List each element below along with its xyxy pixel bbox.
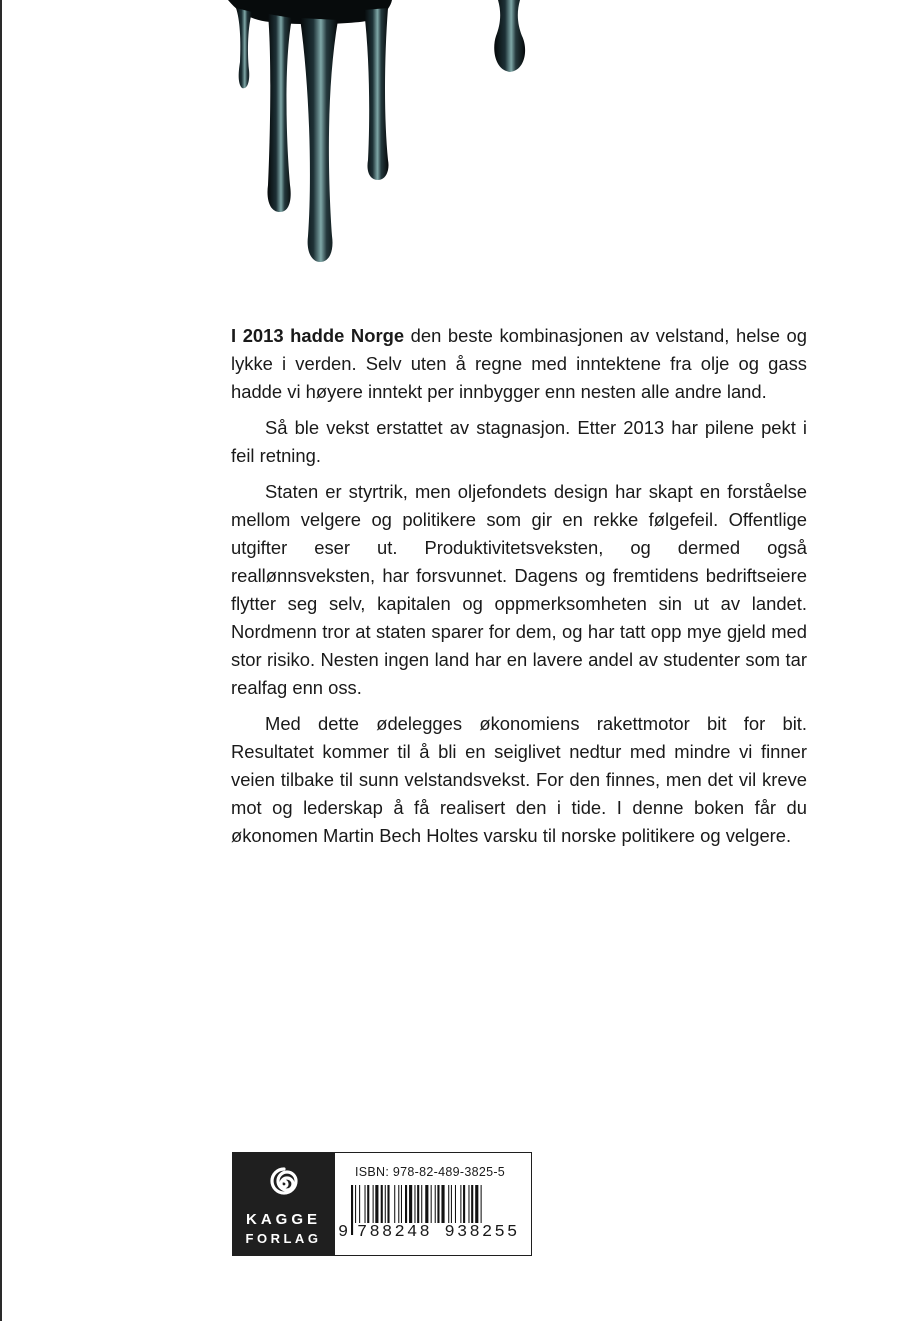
publisher-name-line-2: FORLAG — [245, 1231, 322, 1246]
publisher-logo-block — [232, 1152, 335, 1256]
blurb-paragraph-1 — [231, 322, 807, 406]
blurb-paragraph-1-text: den beste kombinasjonen av velstand, helse og lykke i verden. Selv uten å regne med inntektene fra olje og gass hadde vi høyere inntekt per innbygger enn nesten alle andre land. — [231, 325, 807, 402]
blurb-paragraph-3: Staten er styrtrik, men oljefondets design har skapt en forståelse mellom velgere og politikere som gir en rekke følgefeil. Offentlige utgifter eser ut. Produktivitetsveksten, og dermed også reallønnsveksten, har forsvunnet. Dagens og fremtidens bedriftseiere flytter seg selv, kapitalen og oppmerksomheten sin ut av landet. Nordmenn tror at staten sparer for dem, og har tatt opp mye gjeld med stor risiko. Nesten ingen land har en lavere andel av studenter som tar realfag enn oss. — [231, 481, 807, 698]
blurb-lead-in: I 2013 hadde Norge — [231, 325, 405, 346]
publisher-name-line-1: KAGGE — [245, 1211, 321, 1228]
oil-drips-illustration — [0, 0, 913, 280]
isbn-number: ISBN: 978-82-489-3825-5 — [355, 1165, 506, 1179]
blurb-paragraph-4: Med dette ødelegges økonomiens rakettmotor bit for bit. Resultatet kommer til å bli en seiglivet nedtur med mindre vi finner veien tilbake til sunn velstandsvekst. For den finnes, men det vil kreve mot og lederskap å få realisert den i tide. I denne boken får du økonomen Martin Bech Holtes varsku til norske politikere og velgere. — [231, 713, 807, 846]
barcode-digits: 788248 938255 — [357, 1223, 520, 1242]
blurb-paragraph-2: Så ble vekst erstattet av stagnasjon. Etter 2013 har pilene pekt i feil retning. — [231, 417, 807, 466]
barcode-first-digit: 9 — [338, 1223, 349, 1242]
isbn-barcode-block — [335, 1152, 532, 1256]
spiral-logo-icon — [262, 1162, 306, 1206]
back-cover-blurb — [231, 322, 807, 858]
